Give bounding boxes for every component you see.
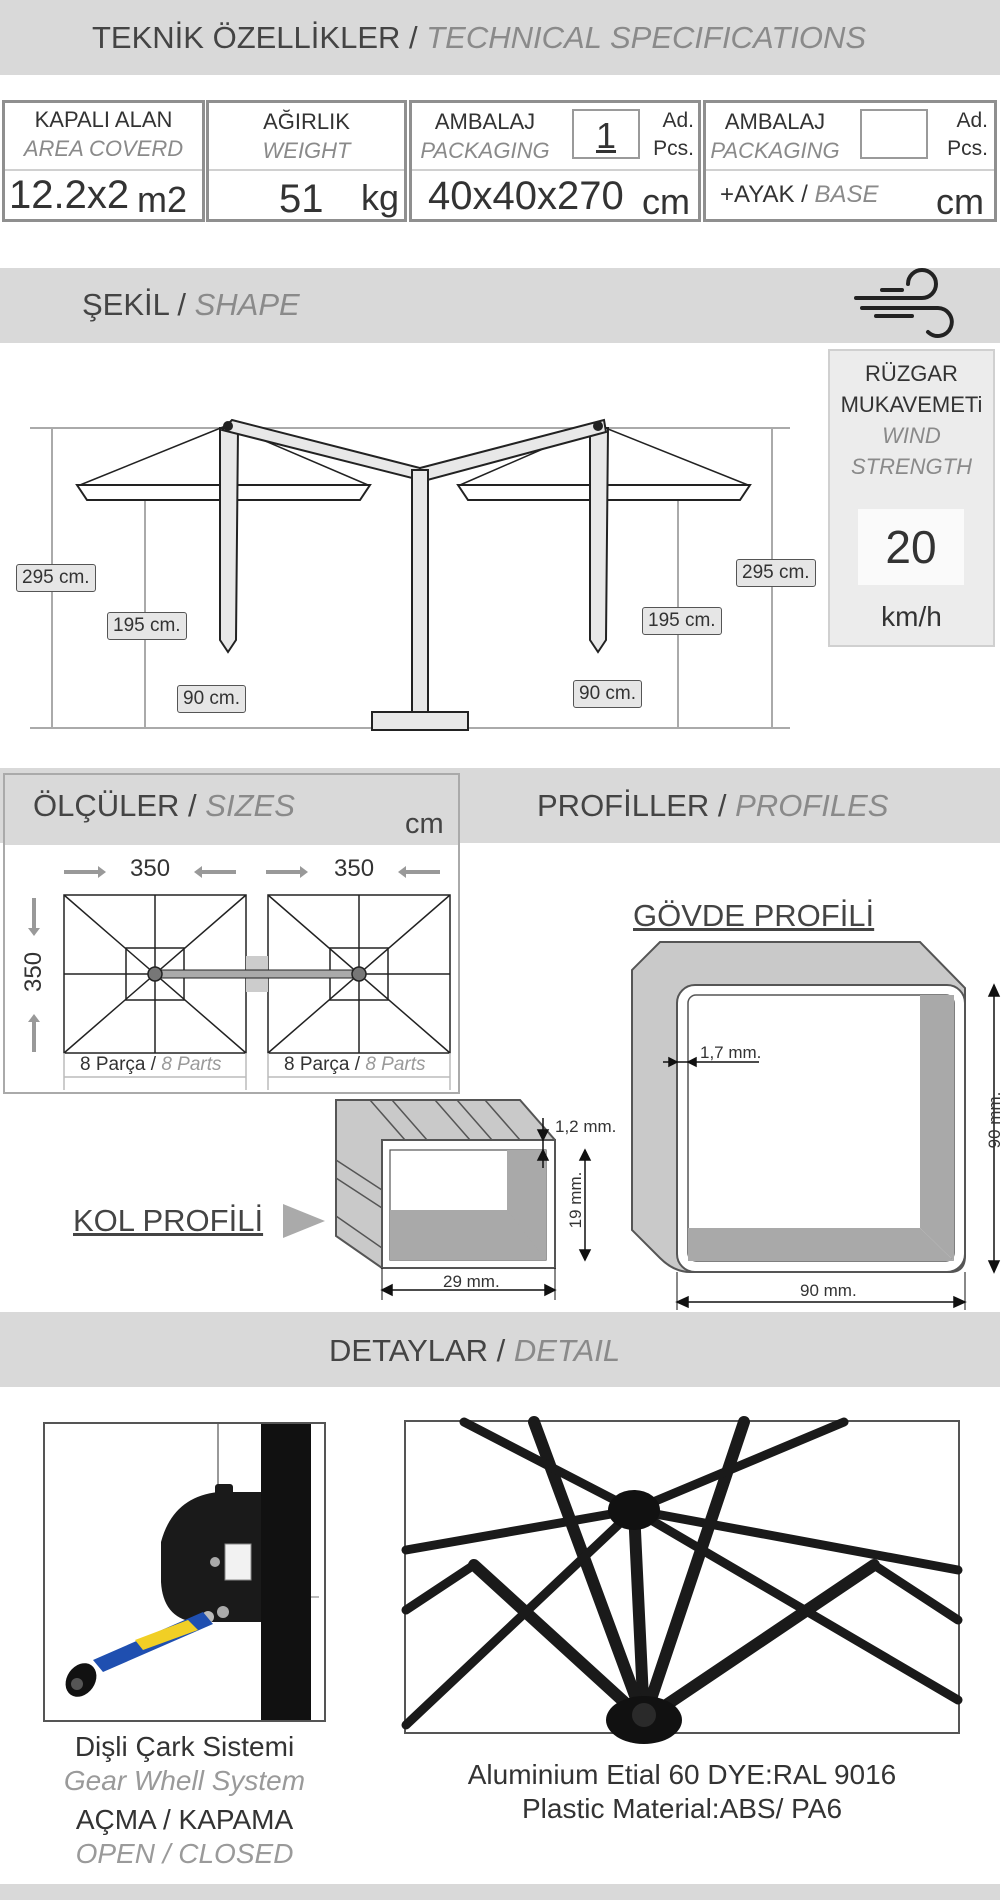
weight-label-en: WEIGHT: [262, 138, 351, 163]
tech-specs-title-en: TECHNICAL SPECIFICATIONS: [426, 20, 867, 55]
dim-90-right: 90 cm.: [573, 680, 642, 708]
packaging-qty: 1: [572, 109, 640, 159]
base-packaging-pcs-en: Pcs.: [947, 137, 988, 160]
profiles-title-en: PROFILES: [735, 788, 889, 823]
dim-295-left: 295 cm.: [16, 564, 96, 592]
packaging-label-en: PACKAGING: [420, 138, 550, 163]
spec-area: [2, 100, 205, 222]
wind-strength-box: [828, 349, 995, 647]
wind-value: 20: [858, 509, 964, 585]
packaging-unit: cm: [642, 181, 690, 222]
parts-right: [284, 1054, 426, 1076]
detail-right-caption2: Plastic Material:ABS/ PA6: [521, 1793, 843, 1824]
packaging-label-tr: AMBALAJ: [434, 109, 536, 134]
sizes-title-en: SIZES: [205, 788, 295, 823]
base-value-en: BASE: [814, 181, 879, 208]
umbrella-shape-drawing: [0, 400, 830, 740]
size-depth: 350: [20, 951, 47, 992]
bottom-band: [0, 1884, 1000, 1900]
weight-unit: kg: [361, 177, 400, 218]
arm-profile-width: 29 mm.: [443, 1272, 500, 1291]
base-packaging-pcs-tr: Ad.: [956, 109, 988, 132]
parts-left: [80, 1054, 222, 1076]
arm-profile-wall: 1,2 mm.: [555, 1117, 617, 1136]
shape-title-tr: ŞEKİL /: [82, 287, 186, 322]
detail-title: [329, 1333, 620, 1369]
parts-left-en: 8 Parts: [161, 1054, 222, 1075]
arm-profile-height: 19 mm.: [566, 1171, 585, 1229]
detail-left-caption-en1: Gear Whell System: [63, 1765, 306, 1796]
wind-label-en2: STRENGTH: [851, 454, 972, 479]
sizes-title-tr: ÖLÇÜLER /: [33, 788, 197, 823]
parts-right-en: 8 Parts: [365, 1054, 426, 1075]
wind-label-en1: WIND: [882, 423, 941, 448]
tech-specs-title-tr: TEKNİK ÖZELLİKLER /: [92, 20, 418, 55]
detail-left-caption-tr1: Dişli Çark Sistemi: [74, 1731, 295, 1762]
wind-unit: km/h: [881, 601, 942, 632]
weight-value: 51: [279, 177, 324, 221]
packaging-value: 40x40x270: [428, 174, 624, 218]
body-profile-width: 90 mm.: [800, 1281, 857, 1300]
detail-left-caption-en2: OPEN / CLOSED: [75, 1838, 294, 1869]
tech-specs-title: [92, 20, 866, 56]
size-width-right: 350: [334, 855, 375, 882]
sizes-unit: cm: [405, 808, 444, 840]
spec-packaging: [409, 100, 701, 222]
sizes-title: [33, 788, 295, 824]
parts-left-tr: 8 Parça /: [80, 1054, 157, 1075]
body-profile-wall: 1,7 mm.: [700, 1043, 762, 1062]
dim-195-left: 195 cm.: [107, 612, 187, 640]
arrow-right-icon: [283, 1204, 325, 1238]
dim-195-right: 195 cm.: [642, 607, 722, 635]
umbrella-frame-photo: [404, 1420, 960, 1734]
profiles-title-tr: PROFİLLER /: [537, 788, 727, 823]
base-packaging-label-en: PACKAGING: [710, 138, 840, 163]
base-packaging-label-tr: AMBALAJ: [724, 109, 826, 134]
gear-crank-photo: [43, 1422, 326, 1722]
shape-title: [82, 287, 300, 323]
packaging-pcs-tr: Ad.: [662, 109, 694, 132]
body-profile-title: GÖVDE PROFİLİ: [633, 898, 875, 933]
wind-label-line1: RÜZGAR: [865, 361, 958, 386]
body-profile-drawing: [620, 935, 1000, 1311]
body-profile-height: 90 mm.: [985, 1091, 1004, 1149]
size-width-left: 350: [130, 855, 171, 882]
area-label-en: AREA COVERD: [23, 136, 184, 161]
dim-295-right: 295 cm.: [736, 559, 816, 587]
base-packaging-qty: [860, 109, 928, 159]
shape-title-en: SHAPE: [194, 287, 300, 322]
packaging-pcs-en: Pcs.: [653, 137, 694, 160]
weight-label-tr: AĞIRLIK: [263, 109, 350, 134]
arm-profile-title: KOL PROFİLİ: [73, 1203, 264, 1238]
profiles-title: [537, 788, 888, 824]
detail-right-caption1: Aluminium Etial 60 DYE:RAL 9016: [467, 1759, 897, 1790]
wind-icon: [852, 276, 960, 338]
wind-label-line2: MUKAVEMETi: [840, 392, 983, 417]
base-unit: cm: [936, 181, 984, 222]
detail-left-caption-tr2: AÇMA / KAPAMA: [75, 1804, 294, 1835]
area-value: 12.2x2: [9, 173, 130, 217]
area-unit: m2: [137, 179, 188, 220]
base-value-tr: +AYAK /: [720, 181, 808, 208]
detail-title-tr: DETAYLAR /: [329, 1333, 506, 1368]
detail-title-en: DETAIL: [513, 1333, 621, 1368]
area-label-tr: KAPALI ALAN: [34, 107, 173, 132]
parts-right-tr: 8 Parça /: [284, 1054, 361, 1075]
spec-weight: [206, 100, 407, 222]
dim-90-left: 90 cm.: [177, 685, 246, 713]
spec-packaging-base: [703, 100, 997, 222]
